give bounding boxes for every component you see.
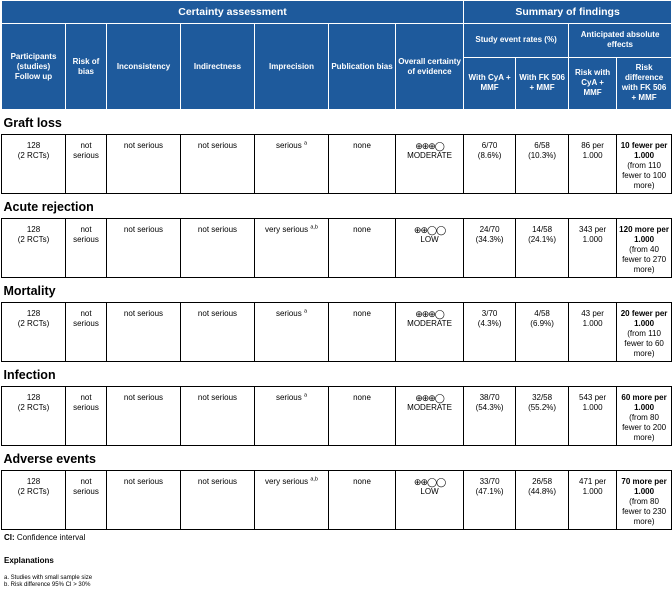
publication-bias-header: Publication bias [329, 24, 396, 110]
certainty-symbols: ⊕⊕◯◯ [413, 225, 446, 235]
indirectness-header: Indirectness [181, 24, 255, 110]
certainty-symbols: ⊕⊕⊕◯ [415, 393, 444, 403]
grade-evidence-table [1, 0, 672, 530]
imprecision-footnote-mark: a [303, 308, 308, 315]
publication-bias-cell: none [329, 219, 396, 278]
imprecision-footnote-mark: a,b [310, 224, 318, 231]
summary-of-findings-header: Summary of findings [464, 1, 672, 24]
cya-rate-cell: 3/70 (4.3%) [464, 303, 516, 362]
fk-rate-cell: 6/58 (10.3%) [516, 135, 569, 194]
risk-difference-cell: 60 more per 1.000 (from 80 fewer to 200 more) [617, 387, 672, 446]
fk-rate-cell: 4/58 (6.9%) [516, 303, 569, 362]
outcome-title: Graft loss [3, 116, 62, 130]
risk-cya-cell: 86 per 1.000 [569, 135, 617, 194]
outcome-title: Infection [3, 368, 56, 382]
risk-of-bias-cell: not serious [66, 219, 107, 278]
imprecision-cell: very serious $^{a,b}$ [255, 219, 329, 278]
imprecision-cell: serious $^a$ [255, 135, 329, 194]
certainty-cell [396, 303, 464, 362]
risk-cya-cell: 471 per 1.000 [569, 471, 617, 530]
imprecision-footnote-mark: a,b [310, 476, 318, 483]
study-event-rates-header: Study event rates (%) [464, 24, 569, 58]
risk-with-cya-header: Risk with CyA + MMF [569, 57, 617, 109]
imprecision-footnote-mark: a [303, 140, 308, 147]
participants-cell: 128 (2 RCTs) [2, 219, 66, 278]
risk-difference-cell: 70 more per 1.000 (from 80 fewer to 230 more) [617, 471, 672, 530]
risk-cya-cell: 43 per 1.000 [569, 303, 617, 362]
imprecision-footnote-mark: a [303, 392, 308, 399]
inconsistency-cell: not serious [107, 303, 181, 362]
risk-of-bias-cell: not serious [66, 135, 107, 194]
cya-rate-cell: 24/70 (34.3%) [464, 219, 516, 278]
explanation-b: b. Risk difference 95% CI > 30% [4, 582, 91, 588]
certainty-cell [396, 471, 464, 530]
certainty-cell [396, 135, 464, 194]
indirectness-cell: not serious [181, 219, 255, 278]
table-row [2, 135, 672, 194]
inconsistency-cell: not serious [107, 219, 181, 278]
certainty-assessment-header: Certainty assessment [2, 1, 464, 24]
certainty-symbols: ⊕⊕⊕◯ [415, 141, 444, 151]
outcome-title: Acute rejection [3, 200, 94, 214]
risk-difference-header: Risk difference with FK 506 + MMF [617, 57, 672, 109]
publication-bias-cell: none [329, 135, 396, 194]
risk-of-bias-cell: not serious [66, 471, 107, 530]
indirectness-cell: not serious [181, 303, 255, 362]
indirectness-cell: not serious [181, 471, 255, 530]
risk-cya-cell: 543 per 1.000 [569, 387, 617, 446]
explanation-a: a. Studies with small sample size [4, 575, 93, 581]
inconsistency-header: Inconsistency [107, 24, 181, 110]
table-row [2, 219, 672, 278]
ci-text: Confidence interval [16, 533, 86, 542]
publication-bias-cell: none [329, 387, 396, 446]
certainty-cell [396, 387, 464, 446]
table-row [2, 387, 672, 446]
risk-difference-cell: 120 more per 1.000 (from 40 fewer to 270 more) [617, 219, 672, 278]
participants-cell: 128 (2 RCTs) [2, 135, 66, 194]
risk-of-bias-cell: not serious [66, 387, 107, 446]
imprecision-cell: very serious $^{a,b}$ [255, 471, 329, 530]
cya-rate-cell: 38/70 (54.3%) [464, 387, 516, 446]
participants-cell: 128 (2 RCTs) [2, 471, 66, 530]
outcome-title: Mortality [3, 284, 56, 298]
outcome-title: Adverse events [3, 452, 96, 466]
fk-rate-cell: 26/58 (44.8%) [516, 471, 569, 530]
ci-label: CI: [4, 533, 15, 542]
imprecision-cell: serious $^a$ [255, 303, 329, 362]
explanations-title: Explanations [4, 556, 54, 565]
risk-cya-cell: 343 per 1.000 [569, 219, 617, 278]
risk-of-bias-cell: not serious [66, 303, 107, 362]
cya-rate-cell: 6/70 (8.6%) [464, 135, 516, 194]
with-cya-header: With CyA + MMF [464, 57, 516, 109]
certainty-cell [396, 219, 464, 278]
certainty-symbols: ⊕⊕⊕◯ [415, 309, 444, 319]
ci-footnote [4, 533, 672, 542]
overall-certainty-header: Overall certainty of evidence [396, 24, 464, 110]
anticipated-effects-header: Anticipated absolute effects [569, 24, 672, 58]
indirectness-cell: not serious [181, 135, 255, 194]
participants-cell: 128 (2 RCTs) [2, 303, 66, 362]
risk-of-bias-header: Risk of bias [66, 24, 107, 110]
certainty-label: MODERATE [407, 403, 452, 412]
certainty-label: LOW [420, 487, 439, 496]
fk-rate-cell: 14/58 (24.1%) [516, 219, 569, 278]
publication-bias-cell: none [329, 471, 396, 530]
with-fk-header: With FK 506 + MMF [516, 57, 569, 109]
table-row [2, 303, 672, 362]
imprecision-header: Imprecision [255, 24, 329, 110]
inconsistency-cell: not serious [107, 135, 181, 194]
imprecision-cell: serious $^a$ [255, 387, 329, 446]
risk-difference-cell: 10 fewer per 1.000 (from 110 fewer to 100 more) [617, 135, 672, 194]
table-row [2, 471, 672, 530]
participants-cell: 128 (2 RCTs) [2, 387, 66, 446]
risk-difference-cell: 20 fewer per 1.000 (from 110 fewer to 60 more) [617, 303, 672, 362]
inconsistency-cell: not serious [107, 471, 181, 530]
inconsistency-cell: not serious [107, 387, 181, 446]
participants-header: Participants (studies) Follow up [2, 24, 66, 110]
cya-rate-cell: 33/70 (47.1%) [464, 471, 516, 530]
certainty-label: MODERATE [407, 319, 452, 328]
publication-bias-cell: none [329, 303, 396, 362]
indirectness-cell: not serious [181, 387, 255, 446]
fk-rate-cell: 32/58 (55.2%) [516, 387, 569, 446]
certainty-label: MODERATE [407, 151, 452, 160]
certainty-label: LOW [420, 235, 439, 244]
certainty-symbols: ⊕⊕◯◯ [413, 477, 446, 487]
